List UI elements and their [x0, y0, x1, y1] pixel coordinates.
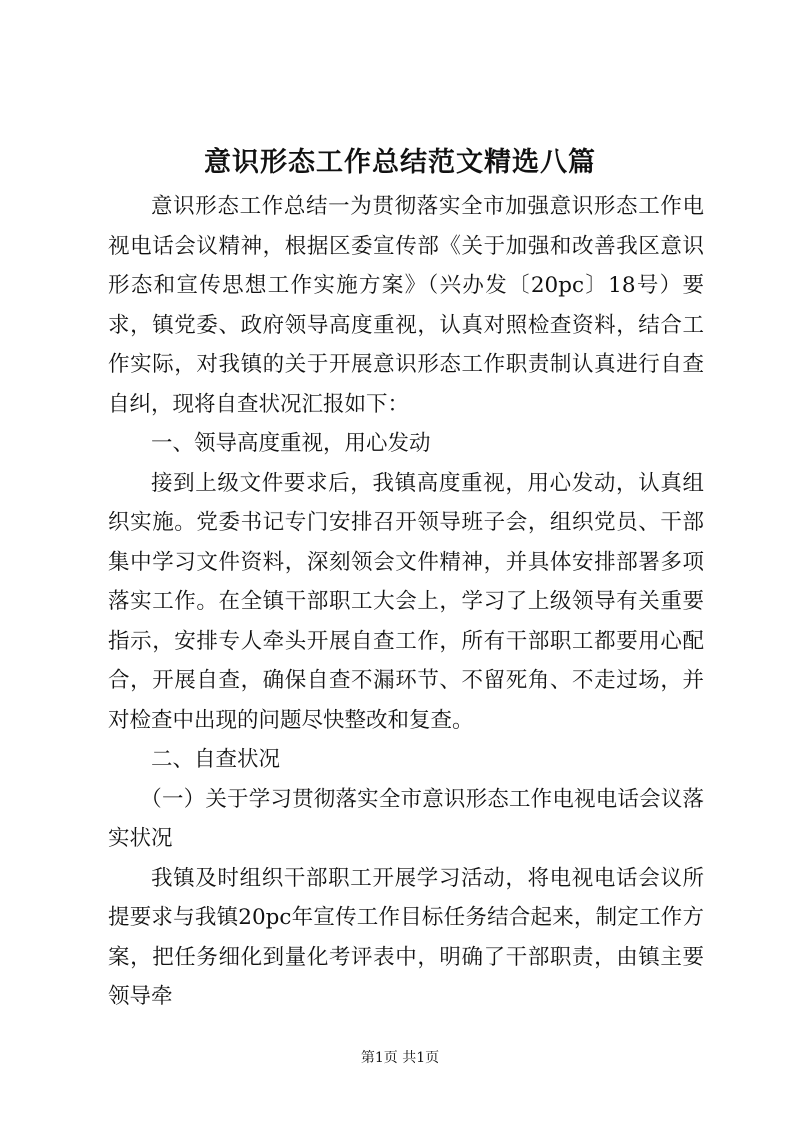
document-title: 意识形态工作总结范文精选八篇 [204, 147, 596, 178]
paragraph-section-1: 接到上级文件要求后，我镇高度重视，用心发动，认真组织实施。党委书记专门安排召开领导班子会，组织党员、干部集中学习文件资料，深刻领会文件精神，并具体安排部署多项落实工作。在全镇干部职工大会上，学习了上级领导有关重要指示，安排专人牵头开展自查工作，所有干部职工都要用心配合，开展自查，确保自查不漏环节、不留死角、不走过场，并对检查中出现的问题尽快整改和复查。 [108, 470, 704, 733]
subsection-heading-1: （一）关于学习贯彻落实全市意识形态工作电视电话会议落实状况 [108, 786, 704, 851]
document-body [108, 187, 704, 1017]
section-heading-2: 二、自查状况 [151, 747, 281, 772]
paragraph-intro: 意识形态工作总结一为贯彻落实全市加强意识形态工作电视电话会议精神，根据区委宣传部《关于加强和改善我区意识形态和宣传思想工作实施方案》（兴办发〔20pc〕18号）要求，镇党委、政府领导高度重视，认真对照检查资料，结合工作实际，对我镇的关于开展意识形态工作职责制认真进行自查自纠，现将自查状况汇报如下： [108, 194, 704, 417]
page-number-footer: 第1页 共1页 [360, 1050, 440, 1066]
section-heading-1: 一、领导高度重视，用心发动 [151, 431, 431, 456]
paragraph-subsection-1: 我镇及时组织干部职工开展学习活动，将电视电话会议所提要求与我镇20pc年宣传工作目标任务结合起来，制定工作方案，把任务细化到量化考评表中，明确了干部职责，由镇主要领导牵 [108, 865, 704, 1009]
